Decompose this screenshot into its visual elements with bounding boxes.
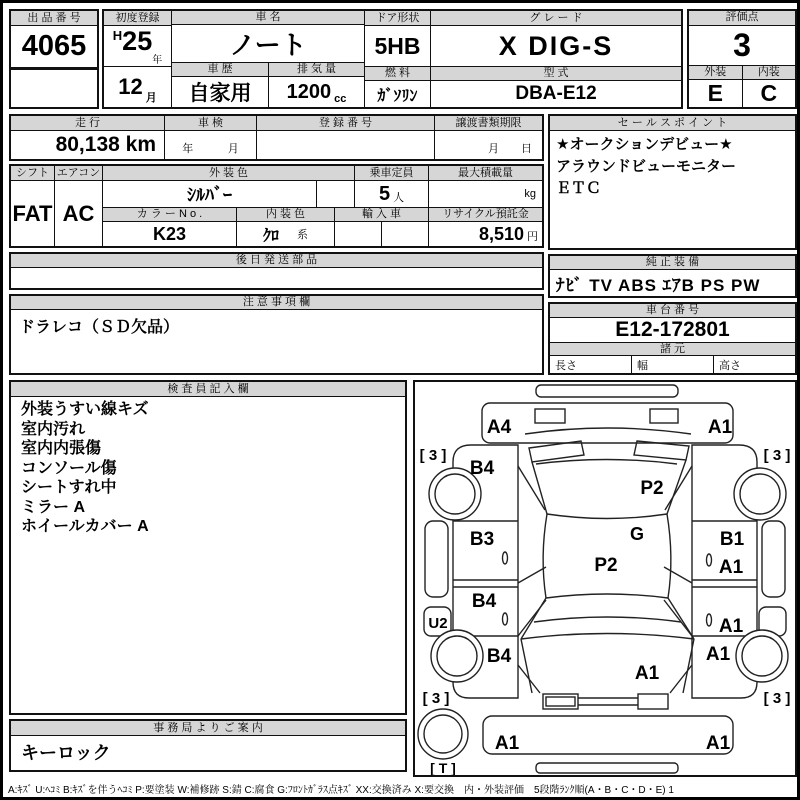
mark-door-front-right: A1	[718, 616, 744, 637]
inspector-header: 検 査 員 記 入 欄	[11, 382, 405, 397]
recycle-value-cell	[429, 222, 542, 246]
office-value: キーロック	[21, 743, 111, 763]
mark-tire-front-right: [ 3 ]	[763, 690, 791, 707]
mark-rear-bumper-right: A1	[707, 417, 733, 438]
roof-right-edge	[667, 514, 671, 598]
tail-light-right	[650, 409, 678, 423]
rear-glass-left	[529, 441, 584, 462]
mark-rear-bumper-left: A4	[486, 417, 512, 438]
mark-bumper-front-right: A1	[705, 733, 731, 754]
mark-sill-left: U2	[428, 615, 448, 632]
spec-right-grid	[103, 166, 542, 246]
transfer-value-cell	[435, 131, 542, 159]
history-header: 車 歴	[172, 63, 268, 77]
transfer-header: 譲渡書類期限	[435, 116, 542, 131]
capacity-unit: 人	[393, 192, 405, 204]
inspector-line: 外装うすい線キズ	[21, 401, 149, 418]
first-reg-column	[104, 11, 172, 107]
mileage-block	[9, 114, 544, 161]
recycle-header: リサイクル預託金	[429, 208, 542, 221]
sales-point-header: セ ー ル ス ポ イ ン ト	[550, 116, 795, 131]
hood-left-edge	[521, 639, 532, 693]
displacement-column	[269, 63, 364, 107]
import-header: 輸 入 車	[335, 208, 429, 221]
import-cell-2	[382, 222, 429, 246]
inspector-line: 室内内張傷	[21, 440, 102, 457]
color-no-header: カ ラ ー N o .	[103, 208, 237, 221]
era-letter: H	[112, 28, 123, 43]
displacement-unit: cc	[334, 93, 347, 105]
inspector-line: コンソール傷	[21, 459, 117, 477]
inspector-line: 室内汚れ	[21, 420, 86, 438]
auction-no-value: 4065	[11, 26, 97, 70]
shaken-year-label: 年	[182, 143, 194, 155]
dimensions-row	[550, 356, 795, 373]
vehicle-info-block	[102, 9, 683, 109]
spec-header-row-1	[103, 166, 542, 181]
sales-point-line: アラウンドビューモニター	[556, 158, 737, 175]
car-name-header: 車 名	[172, 11, 364, 25]
aircon-column	[55, 166, 103, 246]
first-reg-header: 初度登録	[104, 11, 171, 26]
mark-rear-gate: P2	[640, 478, 664, 499]
damage-diagram-block	[413, 380, 797, 777]
chassis-value: E12-172801	[550, 318, 795, 343]
wheel-rear-right-inner	[740, 474, 780, 514]
auction-no-empty-cell	[11, 70, 97, 107]
mark-tire-rear-right: [ 3 ]	[763, 447, 791, 464]
left-pillar-lines	[518, 466, 546, 693]
recycle-unit: 円	[527, 231, 538, 243]
spec-block	[9, 164, 544, 248]
score-header: 評価点	[689, 11, 795, 26]
height-label: 高さ	[719, 359, 741, 372]
wheel-front-left-inner	[437, 636, 477, 676]
parts-empty-cell	[11, 268, 542, 288]
shift-header: シフト	[11, 166, 54, 181]
rear-panel	[482, 403, 733, 443]
sales-point-line: ＥＴＣ	[556, 180, 602, 197]
reg-year: 25	[122, 26, 153, 56]
mark-hood: A1	[634, 663, 660, 684]
rear-window-right	[667, 460, 686, 514]
mileage-value: 80,138 km	[55, 133, 156, 156]
caution-value: ドラレコ（ＳＤ欠品）	[19, 319, 180, 336]
mark-tire-rear-left: [ 3 ]	[419, 447, 447, 464]
inspector-list	[11, 397, 405, 713]
auction-no-block	[9, 9, 99, 109]
chassis-block	[548, 302, 797, 375]
interior-grade: C	[760, 80, 778, 107]
exterior-grade: E	[689, 80, 743, 107]
shaken-header: 車 検	[165, 116, 256, 131]
inspector-block	[9, 380, 407, 715]
chassis-header: 車 台 番 号	[550, 304, 795, 318]
front-lower-strip	[536, 763, 678, 773]
reg-no-column	[257, 116, 435, 159]
fuel-header: 燃 料	[365, 67, 430, 81]
mark-bumper-front-left: A1	[494, 733, 520, 754]
mark-fender-front-right: A1	[705, 644, 731, 665]
ext-color-value: ｼﾙﾊﾞｰ	[103, 181, 317, 207]
color-no-value: K23	[103, 222, 237, 246]
shift-column	[11, 166, 55, 246]
caution-header: 注 意 事 項 欄	[11, 296, 542, 310]
aircon-header: エアコン	[55, 166, 102, 181]
spare-tire-inner	[424, 715, 462, 753]
month-unit: 月	[145, 92, 157, 104]
inspector-line: ホイールカバー A	[21, 518, 149, 535]
mark-quarter-rear-left: B4	[469, 458, 495, 479]
max-load-header: 最大積載量	[429, 166, 542, 180]
shaken-column	[165, 116, 257, 159]
mark-door-rear-left: B3	[469, 529, 495, 550]
recycle-value: 8,510	[478, 223, 524, 244]
car-top-view-diagram	[415, 382, 795, 775]
capacity-value-cell	[355, 181, 429, 207]
spec-header-row-2	[103, 208, 542, 222]
rear-window-left	[532, 462, 547, 514]
grille-left-inner	[546, 697, 575, 706]
mark-spare-tire: [ T ]	[430, 760, 456, 775]
displacement-value: 1200	[286, 80, 332, 103]
mark-door-rear-right-1: B1	[719, 529, 745, 550]
left-door-divider	[453, 580, 518, 587]
grille-right	[638, 694, 668, 709]
model-value: DBA-E12	[515, 83, 597, 104]
door-handle	[503, 613, 508, 625]
ext-int-values	[689, 80, 795, 107]
parts-header: 後 日 発 送 部 品	[11, 254, 542, 268]
front-bumper	[483, 716, 733, 754]
spec-value-row-2	[103, 222, 542, 246]
transfer-day-label: 日	[521, 143, 532, 155]
grade-header: グ レ ー ド	[431, 11, 681, 26]
first-reg-month	[104, 67, 171, 107]
capacity-value: 5	[378, 182, 391, 205]
mileage-header: 走 行	[11, 116, 164, 131]
sales-point-block	[548, 114, 797, 250]
windshield-top	[546, 594, 668, 598]
inspector-line: シートすれ中	[21, 479, 117, 496]
history-value: 自家用	[188, 82, 252, 105]
history-displacement-row	[172, 63, 364, 107]
spec-value-row-1	[103, 181, 542, 208]
mark-roof-rear: G	[629, 524, 645, 544]
equip-header: 純 正 装 備	[550, 256, 795, 270]
interior-header: 内装	[743, 66, 796, 79]
ext-color-header: 外 装 色	[103, 166, 355, 180]
dimensions-header: 諸 元	[550, 343, 795, 356]
mark-roof: P2	[594, 555, 618, 576]
max-load-value: kg	[524, 188, 536, 200]
sales-point-list	[550, 131, 795, 248]
door-header: ドア形状	[365, 11, 430, 26]
mark-fender-front-left: B4	[486, 646, 512, 667]
shift-value: FAT	[12, 200, 53, 226]
int-color-value-cell	[237, 222, 335, 246]
equip-value: ﾅﾋﾞ TV ABS ｴｱB PS PW	[556, 275, 761, 295]
mark-door-rear-right-2: A1	[718, 557, 744, 578]
office-block	[9, 719, 407, 772]
car-name-value: ノート	[172, 25, 364, 63]
mileage-column	[11, 116, 165, 159]
grade-column	[431, 11, 681, 107]
score-value: 3	[689, 26, 795, 66]
tail-light-left	[535, 409, 565, 423]
caution-block	[9, 294, 544, 375]
displacement-value-cell	[269, 77, 364, 107]
length-label: 長さ	[550, 356, 632, 373]
car-name-column	[172, 11, 365, 107]
shaken-month-label: 月	[227, 143, 239, 155]
mark-tire-front-left: [ 3 ]	[422, 690, 450, 707]
door-value: 5HB	[365, 26, 430, 67]
capacity-header: 乗車定員	[355, 166, 429, 180]
ext-color-sub-cell	[317, 181, 355, 207]
rear-bumper-strip	[536, 385, 678, 397]
rear-window-bottom	[547, 514, 667, 519]
exterior-header: 外装	[689, 66, 743, 79]
transfer-column	[435, 116, 542, 159]
displacement-header: 排 気 量	[269, 63, 364, 77]
wheel-front-right-inner	[742, 636, 782, 676]
grade-value: X DIG-S	[431, 26, 681, 67]
fuel-value: ｶﾞｿﾘﾝ	[377, 87, 418, 105]
right-pillar-lines	[664, 466, 692, 693]
grille-left	[543, 694, 578, 709]
sales-point-line: ★オークションデビュー★	[556, 136, 733, 153]
reg-month: 12	[118, 74, 143, 99]
equip-block	[548, 254, 797, 298]
auction-no-header: 出 品 番 号	[11, 11, 97, 26]
inspector-line: ミラー A	[21, 498, 86, 516]
transfer-month-label: 月	[488, 143, 499, 155]
reg-no-header: 登 録 番 号	[257, 116, 434, 131]
parts-block	[9, 252, 544, 290]
year-unit: 年	[152, 55, 163, 66]
reg-no-value	[257, 131, 434, 159]
model-header: 型 式	[431, 67, 681, 81]
width-label: 幅	[632, 356, 714, 373]
door-handle	[707, 614, 712, 626]
rear-gate-arc	[525, 428, 691, 434]
import-cell-1	[335, 222, 382, 246]
rear-window-top	[536, 460, 677, 465]
right-door-divider	[692, 580, 757, 587]
roof-left-edge	[543, 514, 547, 598]
grille-bar	[578, 698, 638, 705]
sill-strip-left	[425, 521, 448, 597]
wheel-rear-left-inner	[435, 474, 475, 514]
windshield-bottom	[521, 634, 694, 640]
int-color-value: ｸﾛ	[262, 227, 279, 245]
door-handle	[707, 554, 712, 566]
rear-glass-right	[634, 441, 689, 460]
damage-code-legend: A:ｷｽﾞ U:ﾍｺﾐ B:ｷｽﾞを伴うﾍｺﾐ P:要塗装 W:補修跡 S:錆 C:腐食 G:ﾌﾛﾝﾄｶﾞﾗｽ点ｷｽﾞ XX:交換済み X:要交換 内・外装評価 5段階ﾗﾝｸ順(A・B・C・D・E) 1	[8, 785, 674, 796]
mark-door-front-left: B4	[471, 591, 497, 612]
door-handle	[503, 552, 508, 564]
int-color-suffix: 系	[297, 229, 308, 241]
rating-block	[687, 9, 797, 109]
aircon-value: AC	[62, 200, 95, 226]
history-column	[172, 63, 269, 107]
int-color-header: 内 装 色	[237, 208, 335, 221]
ext-int-headers	[689, 66, 795, 80]
shaken-value-cell	[165, 131, 256, 159]
door-column	[365, 11, 431, 107]
sill-strip-right	[762, 521, 785, 597]
windshield-mid	[534, 617, 681, 622]
first-reg-year	[104, 26, 171, 67]
office-header: 事 務 局 よ り ご 案 内	[11, 721, 405, 736]
